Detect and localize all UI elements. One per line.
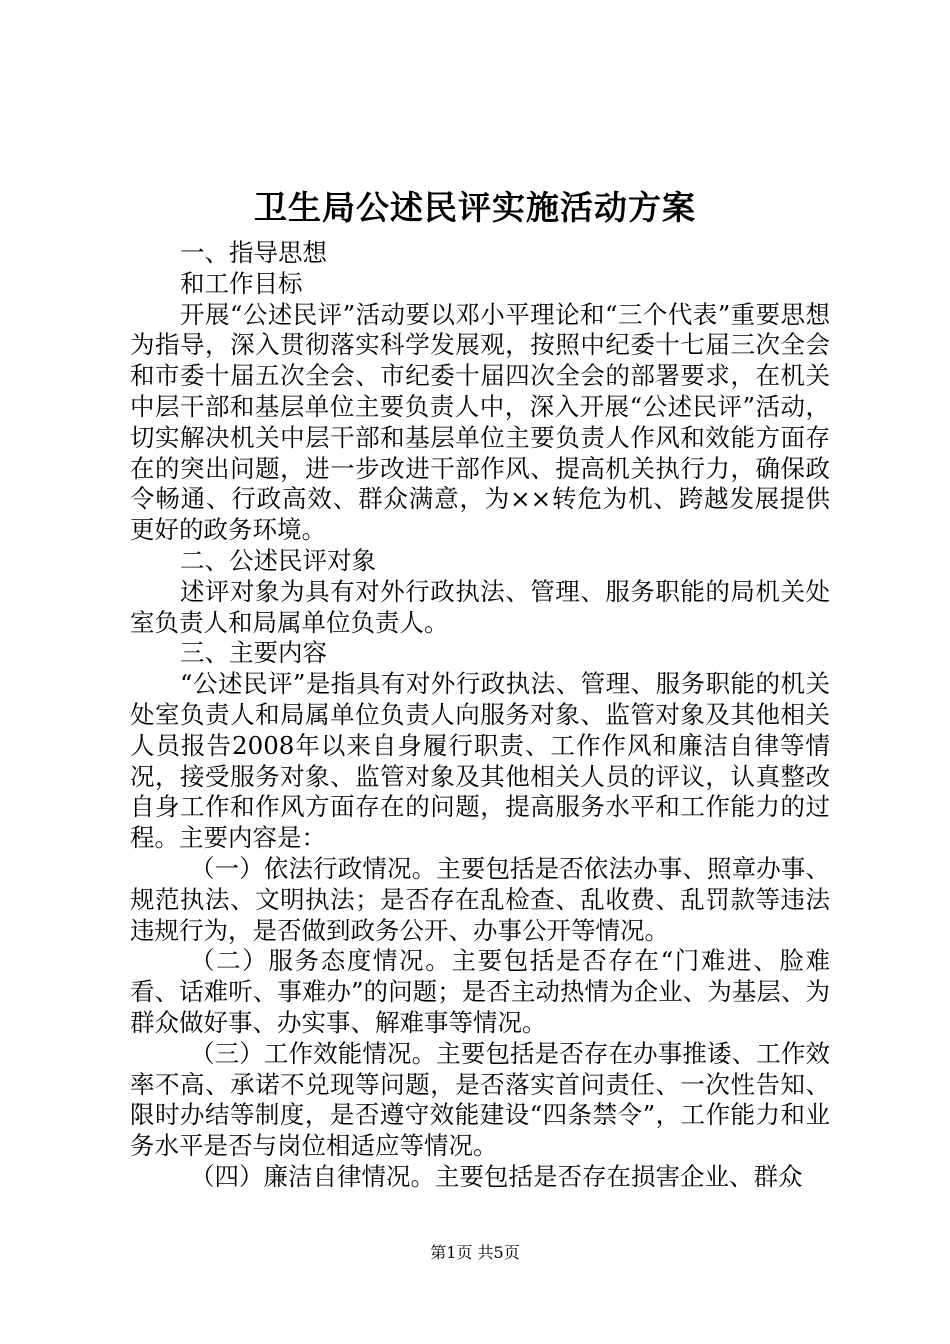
section-heading-targets: 二、公述民评对象 (180, 545, 376, 575)
section-heading-guiding-thought: 一、指导思想 (180, 238, 327, 267)
paragraph-targets: 述评对象为具有对外行政执法、管理、服务职能的局机关处室负责人和局属单位负责人。 (130, 576, 830, 637)
paragraph-item-law: （一）依法行政情况。主要包括是否依法办事、照章办事、规范执法、文明执法；是否存在乱检查、乱收费、乱罚款等违法违规行为，是否做到政务公开、办事公开等情况。 (130, 853, 830, 945)
document-title: 卫生局公述民评实施活动方案 (254, 188, 696, 227)
section-heading-main-content: 三、主要内容 (180, 638, 327, 668)
page-footer: 第1页 共5页 (430, 1243, 520, 1262)
paragraph-main-content: “公述民评”是指具有对外行政执法、管理、服务职能的机关处室负责人和局属单位负责人向服务对象、监管对象及其他相关人员报告2008年以来自身履行职责、工作作风和廉洁自律等情况，接受服务对象、监管对象及其他相关人员的评议，认真整改自身工作和作风方面存在的问题，提高服务水平和工作能力的过程。主要内容是： (130, 669, 830, 853)
paragraph-guiding-thought: 开展“公述民评”活动要以邓小平理论和“三个代表”重要思想为指导，深入贯彻落实科学发展观，按照中纪委十七届三次全会和市委十届五次全会、市纪委十届四次全会的部署要求，在机关中层干部和基层单位主要负责人中，深入开展“公述民评”活动，切实解决机关中层干部和基层单位主要负责人作风和效能方面存在的突出问题，进一步改进干部作风、提高机关执行力，确保政令畅通、行政高效、群众满意，为××转危为机、跨越发展提供更好的政务环境。 (130, 299, 830, 545)
document-body (130, 238, 830, 1193)
paragraph-item-service: （二）服务态度情况。主要包括是否存在“门难进、脸难看、话难听、事难办”的问题；是否主动热情为企业、为基层、为群众做好事、办实事、解难事等情况。 (130, 946, 830, 1037)
paragraph-item-efficiency: （三）工作效能情况。主要包括是否存在办事推诿、工作效率不高、承诺不兑现等问题，是否落实首问责任、一次性告知、限时办结等制度，是否遵守效能建设“四条禁令”，工作能力和业务水平是否与岗位相适应等情况。 (130, 1038, 830, 1161)
paragraph-item-integrity: （四）廉洁自律情况。主要包括是否存在损害企业、群众 (190, 1161, 803, 1191)
section-heading-work-goal: 和工作目标 (180, 268, 303, 298)
